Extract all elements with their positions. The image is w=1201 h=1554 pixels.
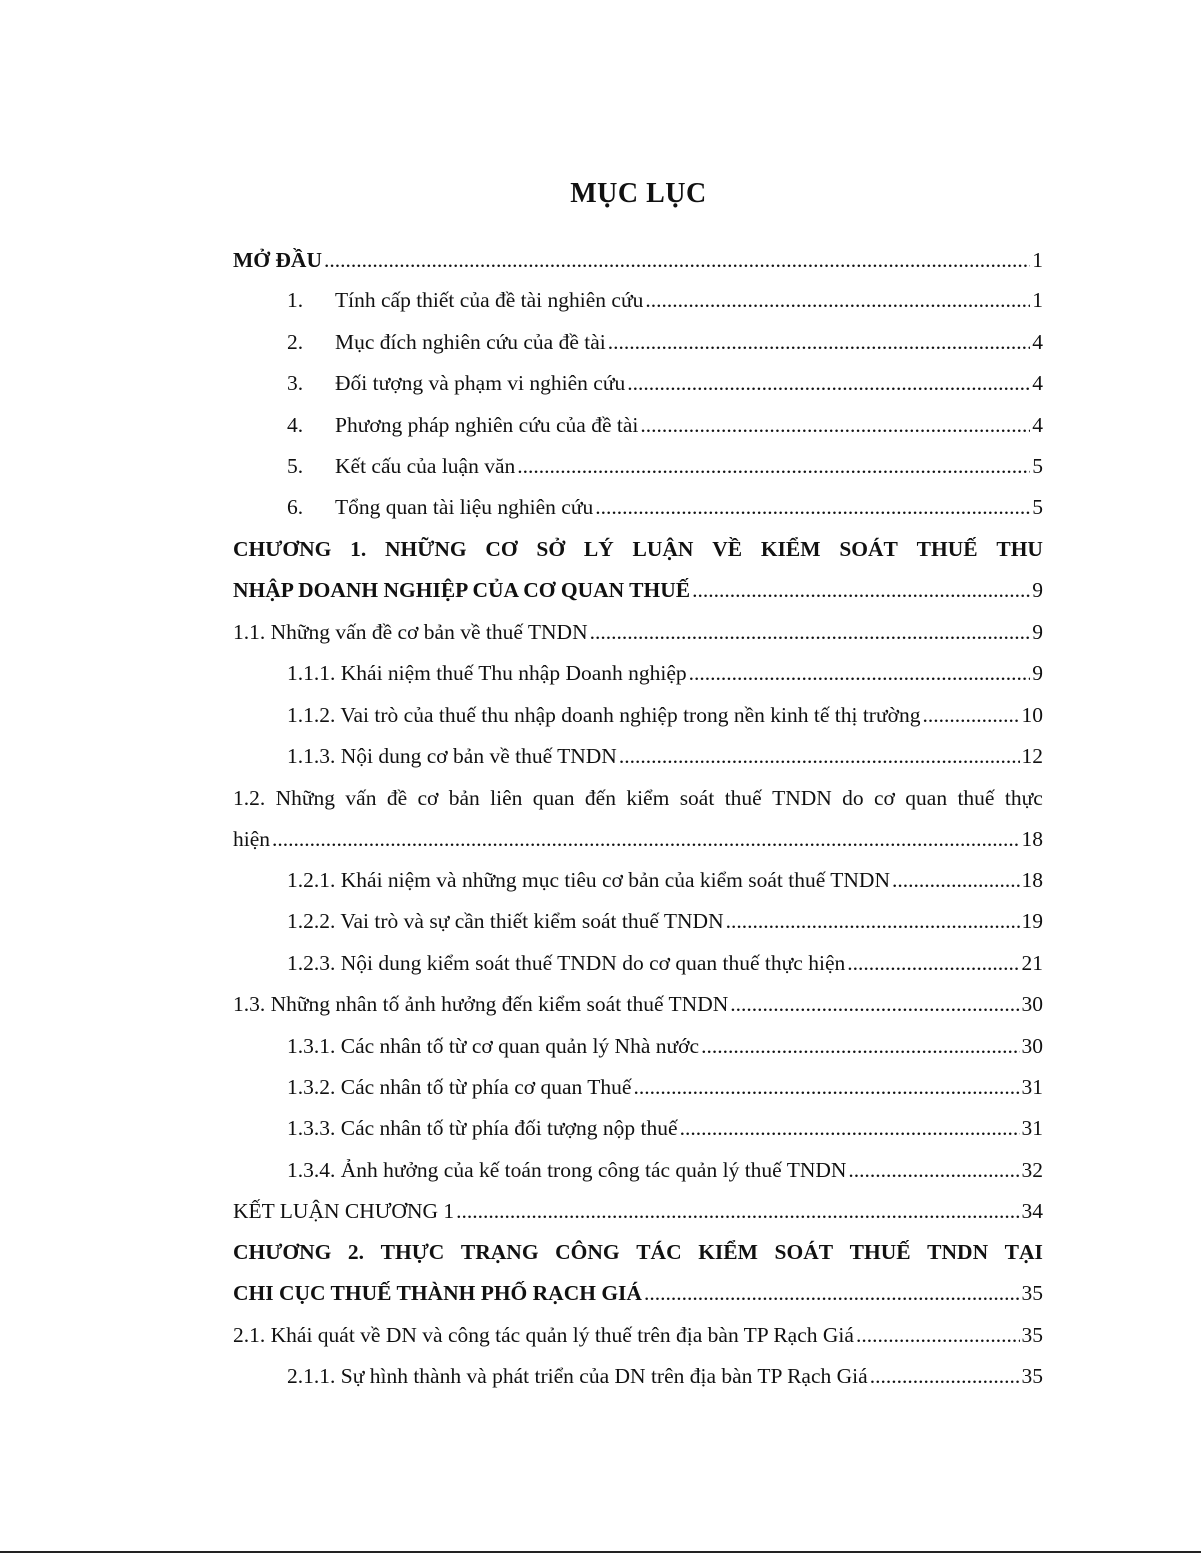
dot-leader bbox=[689, 658, 1031, 688]
toc-chapter-1-line1[interactable] bbox=[233, 534, 1043, 564]
toc-entry-text: 1.1. Những vấn đề cơ bản về thuế TNDN bbox=[233, 620, 588, 644]
toc-entry-text: KẾT LUẬN CHƯƠNG 1 bbox=[233, 1199, 455, 1223]
heading-word: THUẾ bbox=[849, 1240, 911, 1264]
toc-entry-2-1-1[interactable] bbox=[233, 1361, 1043, 1391]
dot-leader bbox=[726, 906, 1020, 936]
toc-entry-4[interactable] bbox=[233, 410, 1043, 440]
heading-word: TẠI bbox=[1004, 1240, 1043, 1264]
dot-leader bbox=[633, 1072, 1019, 1102]
toc-entry-1-3-2[interactable] bbox=[233, 1072, 1043, 1102]
toc-entry-text: CHI CỤC THUẾ THÀNH PHỐ RẠCH GIÁ bbox=[233, 1281, 642, 1305]
toc-entry-text: 1.1.1. Khái niệm thuế Thu nhập Doanh nghiệp bbox=[287, 661, 687, 685]
toc-entry-1-2-3[interactable] bbox=[233, 948, 1043, 978]
heading-word: 2. bbox=[347, 1240, 365, 1264]
dot-leader bbox=[627, 368, 1030, 398]
toc-entry-1-2-1[interactable] bbox=[233, 865, 1043, 895]
toc-entry-text: 1.3.2. Các nhân tố từ phía cơ quan Thuế bbox=[287, 1075, 632, 1099]
heading-word: NHỮNG bbox=[385, 537, 467, 561]
dot-leader bbox=[645, 285, 1030, 315]
toc-page-number: 21 bbox=[1021, 951, 1043, 975]
toc-page-number: 32 bbox=[1021, 1158, 1043, 1182]
justified-heading-line bbox=[233, 1237, 1043, 1267]
dot-leader bbox=[456, 1196, 1019, 1226]
dot-leader bbox=[856, 1320, 1020, 1350]
toc-entry-text: 1.3.4. Ảnh hưởng của kế toán trong công tác quản lý thuế TNDN bbox=[287, 1158, 847, 1182]
heading-word: THỰC bbox=[380, 1240, 445, 1264]
heading-word: đề bbox=[386, 786, 408, 810]
toc-entry-number: 4. bbox=[287, 413, 304, 437]
toc-page-number: 4 bbox=[1032, 371, 1043, 395]
toc-entry-text: Phương pháp nghiên cứu của đề tài bbox=[335, 413, 639, 437]
toc-entry-text: 2.1.1. Sự hình thành và phát triển của DN trên địa bàn TP Rạch Giá bbox=[287, 1364, 868, 1388]
heading-word: cơ bbox=[417, 786, 439, 810]
toc-entry-1-2-line1[interactable] bbox=[233, 783, 1043, 813]
heading-word: VỀ bbox=[712, 537, 743, 561]
page-title: MỤC LỤC bbox=[570, 178, 707, 209]
toc-page-number: 5 bbox=[1032, 454, 1043, 478]
toc-entry-text: 1.2.2. Vai trò và sự cần thiết kiểm soát thuế TNDN bbox=[287, 909, 724, 933]
toc-entry-text: 1.3. Những nhân tố ảnh hưởng đến kiểm soát thuế TNDN bbox=[233, 992, 729, 1016]
toc-entry-mo-dau[interactable] bbox=[233, 245, 1043, 275]
toc-page-number: 5 bbox=[1032, 495, 1043, 519]
page-bottom-border bbox=[0, 1551, 1201, 1553]
toc-page-number: 19 bbox=[1021, 909, 1043, 933]
toc-page-number: 1 bbox=[1032, 288, 1043, 312]
heading-word: KIỂM bbox=[698, 1240, 758, 1264]
toc-chapter-1-line2[interactable] bbox=[233, 575, 1043, 605]
toc-page-number: 31 bbox=[1021, 1075, 1043, 1099]
heading-word: CHƯƠNG bbox=[233, 1240, 332, 1264]
heading-word: LUẬN bbox=[632, 537, 694, 561]
heading-word: LÝ bbox=[583, 537, 614, 561]
heading-word: liên bbox=[490, 786, 523, 810]
toc-entry-text: 2.1. Khái quát về DN và công tác quản lý thuế trên địa bàn TP Rạch Giá bbox=[233, 1323, 854, 1347]
toc-entry-number: 3. bbox=[287, 371, 304, 395]
justified-heading-line bbox=[233, 534, 1043, 564]
toc-page-number: 4 bbox=[1032, 413, 1043, 437]
toc-entry-3[interactable] bbox=[233, 368, 1043, 398]
toc-entry-text: 1.2.1. Khái niệm và những mục tiêu cơ bản của kiểm soát thuế TNDN bbox=[287, 868, 890, 892]
toc-entry-5[interactable] bbox=[233, 451, 1043, 481]
heading-word: 1.2. bbox=[233, 786, 266, 810]
toc-page-number: 35 bbox=[1021, 1364, 1043, 1388]
toc-entry-1-1[interactable] bbox=[233, 617, 1043, 647]
toc-chapter-2-line1[interactable] bbox=[233, 1237, 1043, 1267]
heading-word: THUẾ bbox=[916, 537, 978, 561]
toc-entry-text: MỞ ĐẦU bbox=[233, 248, 322, 272]
toc-entry-number: 5. bbox=[287, 454, 304, 478]
toc-chapter-2-line2[interactable] bbox=[233, 1278, 1043, 1308]
toc-entry-1-2-line2[interactable] bbox=[233, 824, 1043, 854]
toc-entry-1-1-3[interactable] bbox=[233, 741, 1043, 771]
heading-word: CƠ bbox=[485, 537, 518, 561]
toc-entry-text: 1.1.2. Vai trò của thuế thu nhập doanh nghiệp trong nền kinh tế thị trường bbox=[287, 703, 921, 727]
toc-page-number: 12 bbox=[1021, 744, 1043, 768]
heading-word: CHƯƠNG bbox=[233, 537, 332, 561]
dot-leader bbox=[701, 1031, 1019, 1061]
dot-leader bbox=[324, 245, 1030, 275]
heading-word: TRẠNG bbox=[460, 1240, 539, 1264]
toc-entry-1-3-4[interactable] bbox=[233, 1155, 1043, 1185]
toc-page-number: 34 bbox=[1021, 1199, 1043, 1223]
heading-word: quan bbox=[532, 786, 575, 810]
heading-word: TNDN bbox=[772, 786, 832, 810]
dot-leader bbox=[644, 1278, 1020, 1308]
toc-page-number: 31 bbox=[1021, 1116, 1043, 1140]
toc-page-number: 30 bbox=[1021, 992, 1043, 1016]
toc-entry-text: Tính cấp thiết của đề tài nghiên cứu bbox=[335, 288, 644, 312]
heading-word: SỞ bbox=[536, 537, 566, 561]
toc-page-number: 35 bbox=[1021, 1281, 1043, 1305]
dot-leader bbox=[640, 410, 1030, 440]
dot-leader bbox=[680, 1113, 1020, 1143]
heading-word: thực bbox=[1004, 786, 1043, 810]
heading-word: thuế bbox=[724, 786, 762, 810]
dot-leader bbox=[517, 451, 1030, 481]
toc-entry-6[interactable] bbox=[233, 492, 1043, 522]
justified-heading-line bbox=[233, 783, 1043, 813]
toc-entry-text: Đối tượng và phạm vi nghiên cứu bbox=[335, 371, 626, 395]
toc-entry-text: 1.1.3. Nội dung cơ bản về thuế TNDN bbox=[287, 744, 617, 768]
toc-page-number: 1 bbox=[1032, 248, 1043, 272]
toc-entry-text: NHẬP DOANH NGHIỆP CỦA CƠ QUAN THUẾ bbox=[233, 578, 691, 602]
toc-entry-text: 1.3.3. Các nhân tố từ phía đối tượng nộp thuế bbox=[287, 1116, 678, 1140]
toc-entry-2-1[interactable] bbox=[233, 1320, 1043, 1350]
heading-word: THU bbox=[996, 537, 1043, 561]
toc-entry-1-2-2[interactable] bbox=[233, 906, 1043, 936]
toc-page-number: 18 bbox=[1021, 827, 1043, 851]
heading-word: TNDN bbox=[927, 1240, 989, 1264]
dot-leader bbox=[847, 948, 1019, 978]
heading-word: do bbox=[842, 786, 864, 810]
toc-page-number: 9 bbox=[1032, 620, 1043, 644]
toc-entry-text: 1.3.1. Các nhân tố từ cơ quan quản lý Nhà nước bbox=[287, 1034, 700, 1058]
heading-word: bản bbox=[448, 786, 480, 810]
dot-leader bbox=[590, 617, 1031, 647]
heading-word: quan bbox=[905, 786, 948, 810]
toc-entry-1-1-1[interactable] bbox=[233, 658, 1043, 688]
toc-entry-text: Tổng quan tài liệu nghiên cứu bbox=[335, 495, 594, 519]
dot-leader bbox=[619, 741, 1020, 771]
heading-word: đến bbox=[584, 786, 616, 810]
toc-entry-1-3[interactable] bbox=[233, 989, 1043, 1019]
dot-leader bbox=[730, 989, 1019, 1019]
heading-word: SOÁT bbox=[774, 1240, 834, 1264]
toc-entry-number: 6. bbox=[287, 495, 304, 519]
dot-leader bbox=[608, 327, 1030, 357]
toc-page-number: 9 bbox=[1032, 661, 1043, 685]
dot-leader bbox=[848, 1155, 1019, 1185]
heading-word: cơ bbox=[874, 786, 895, 810]
heading-word: 1. bbox=[350, 537, 367, 561]
toc-entry-ket-luan-1[interactable] bbox=[233, 1196, 1043, 1226]
toc-entry-text: hiện bbox=[233, 827, 271, 851]
toc-entry-text: 1.2.3. Nội dung kiểm soát thuế TNDN do cơ quan thuế thực hiện bbox=[287, 951, 846, 975]
heading-word: vấn bbox=[345, 786, 377, 810]
heading-word: KIỂM bbox=[760, 537, 821, 561]
toc-entry-2[interactable] bbox=[233, 327, 1043, 357]
toc-entry-text: Mục đích nghiên cứu của đề tài bbox=[335, 330, 606, 354]
heading-word: thuế bbox=[957, 786, 995, 810]
toc-entry-text: Kết cấu của luận văn bbox=[335, 454, 516, 478]
dot-leader bbox=[922, 700, 1019, 730]
toc-page-number: 9 bbox=[1032, 578, 1043, 602]
toc-page-number: 30 bbox=[1021, 1034, 1043, 1058]
toc-entry-1-3-1[interactable] bbox=[233, 1031, 1043, 1061]
dot-leader bbox=[892, 865, 1020, 895]
heading-word: TÁC bbox=[636, 1240, 682, 1264]
heading-word: CÔNG bbox=[555, 1240, 620, 1264]
toc-page-number: 10 bbox=[1021, 703, 1043, 727]
toc-page-number: 4 bbox=[1032, 330, 1043, 354]
toc-page-number: 35 bbox=[1021, 1323, 1043, 1347]
toc-entry-number: 1. bbox=[287, 288, 304, 312]
heading-word: kiểm bbox=[626, 786, 670, 810]
toc-entry-number: 2. bbox=[287, 330, 304, 354]
toc-entry-1-3-3[interactable] bbox=[233, 1113, 1043, 1143]
toc-entry-1[interactable] bbox=[233, 285, 1043, 315]
dot-leader bbox=[870, 1361, 1020, 1391]
toc-entry-1-1-2[interactable] bbox=[233, 700, 1043, 730]
heading-word: soát bbox=[679, 786, 715, 810]
toc-page-number: 18 bbox=[1021, 868, 1043, 892]
dot-leader bbox=[595, 492, 1030, 522]
heading-word: Những bbox=[275, 786, 336, 810]
dot-leader bbox=[692, 575, 1030, 605]
heading-word: SOÁT bbox=[839, 537, 898, 561]
dot-leader bbox=[272, 824, 1019, 854]
